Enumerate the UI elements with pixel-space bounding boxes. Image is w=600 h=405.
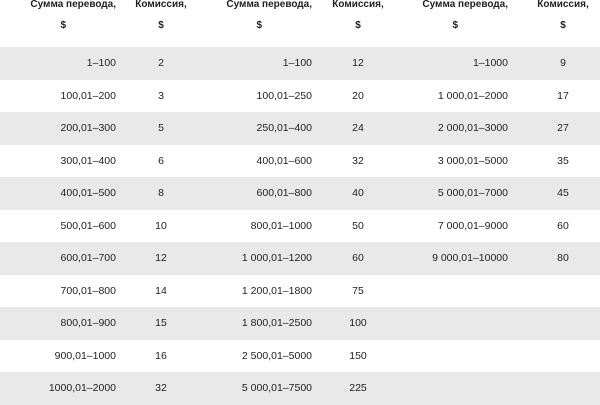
fee-cell: 45 [526,177,600,210]
amount-header: Сумма перевода, [422,0,508,10]
transfer-amount-cell [386,340,526,373]
transfer-amount-cell: 600,01–800 [188,177,330,210]
fee-cell: 12 [134,242,188,275]
fee-cell: 225 [330,372,386,405]
transfer-amount-cell [386,307,526,340]
fee-cell: 60 [526,210,600,243]
fee-cell: 16 [134,340,188,373]
transfer-amount-cell: 2 500,01–5000 [188,340,330,373]
amount-unit: $ [256,20,262,31]
transfer-amount-cell: 800,01–900 [0,307,134,340]
fee-cell: 32 [330,145,386,178]
fee-header: Комиссия, [537,0,589,10]
transfer-amount-cell: 1 200,01–1800 [188,275,330,308]
fee-cell: 20 [330,80,386,113]
transfer-amount-cell: 1 000,01–2000 [386,80,526,113]
fee-header: Комиссия, [135,0,187,10]
fee-unit: $ [560,20,566,31]
transfer-amount-cell: 200,01–300 [0,112,134,145]
transfer-amount-cell: 300,01–400 [0,145,134,178]
fee-cell: 40 [330,177,386,210]
table-row [0,242,600,275]
transfer-amount-cell: 2 000,01–3000 [386,112,526,145]
transfer-amount-cell: 1–100 [0,47,134,80]
fee-cell: 15 [134,307,188,340]
fee-cell: 35 [526,145,600,178]
transfer-amount-cell: 600,01–700 [0,242,134,275]
fee-cell: 5 [134,112,188,145]
transfer-amount-cell: 1–100 [188,47,330,80]
transfer-amount-cell: 1 000,01–1200 [188,242,330,275]
table-row [0,80,600,113]
fee-cell: 9 [526,47,600,80]
fee-cell: 6 [134,145,188,178]
unit-row [0,10,600,47]
fee-cell: 60 [330,242,386,275]
table-row [0,340,600,373]
fee-cell [526,340,600,373]
fee-cell: 75 [330,275,386,308]
fee-cell: 17 [526,80,600,113]
fee-cell: 2 [134,47,188,80]
transfer-amount-cell: 5 000,01–7500 [188,372,330,405]
table-row [0,275,600,308]
header-row [0,0,600,10]
table-row [0,210,600,243]
amount-header: Сумма перевода, [226,0,312,10]
transfer-amount-cell: 7 000,01–9000 [386,210,526,243]
transfer-amount-cell: 5 000,01–7000 [386,177,526,210]
table-row [0,47,600,80]
transfer-amount-cell: 9 000,01–10000 [386,242,526,275]
fee-cell [526,307,600,340]
fee-header: Комиссия, [332,0,384,10]
fee-unit: $ [355,20,361,31]
fee-cell [526,275,600,308]
fee-cell: 3 [134,80,188,113]
transfer-amount-cell: 800,01–1000 [188,210,330,243]
fee-cell: 10 [134,210,188,243]
fee-cell: 14 [134,275,188,308]
fee-cell: 50 [330,210,386,243]
transfer-amount-cell: 250,01–400 [188,112,330,145]
fee-cell: 12 [330,47,386,80]
fee-cell: 80 [526,242,600,275]
transfer-amount-cell: 900,01–1000 [0,340,134,373]
table-row [0,112,600,145]
transfer-amount-cell: 400,01–600 [188,145,330,178]
transfer-amount-cell [386,275,526,308]
transfer-amount-cell: 3 000,01–5000 [386,145,526,178]
fee-cell: 8 [134,177,188,210]
fee-cell: 27 [526,112,600,145]
fee-unit: $ [158,20,164,31]
amount-unit: $ [452,20,458,31]
fee-cell: 24 [330,112,386,145]
table-row [0,307,600,340]
table-row [0,145,600,178]
amount-unit: $ [60,20,66,31]
transfer-amount-cell: 700,01–800 [0,275,134,308]
transfer-amount-cell: 1000,01–2000 [0,372,134,405]
table-row [0,177,600,210]
transfer-amount-cell: 1–1000 [386,47,526,80]
fee-cell: 150 [330,340,386,373]
fee-cell: 100 [330,307,386,340]
transfer-amount-cell: 1 800,01–2500 [188,307,330,340]
fee-cell: 32 [134,372,188,405]
transfer-amount-cell: 100,01–250 [188,80,330,113]
transfer-amount-cell: 400,01–500 [0,177,134,210]
transfer-amount-cell: 500,01–600 [0,210,134,243]
amount-header: Сумма перевода, [30,0,116,10]
transfer-amount-cell: 100,01–200 [0,80,134,113]
